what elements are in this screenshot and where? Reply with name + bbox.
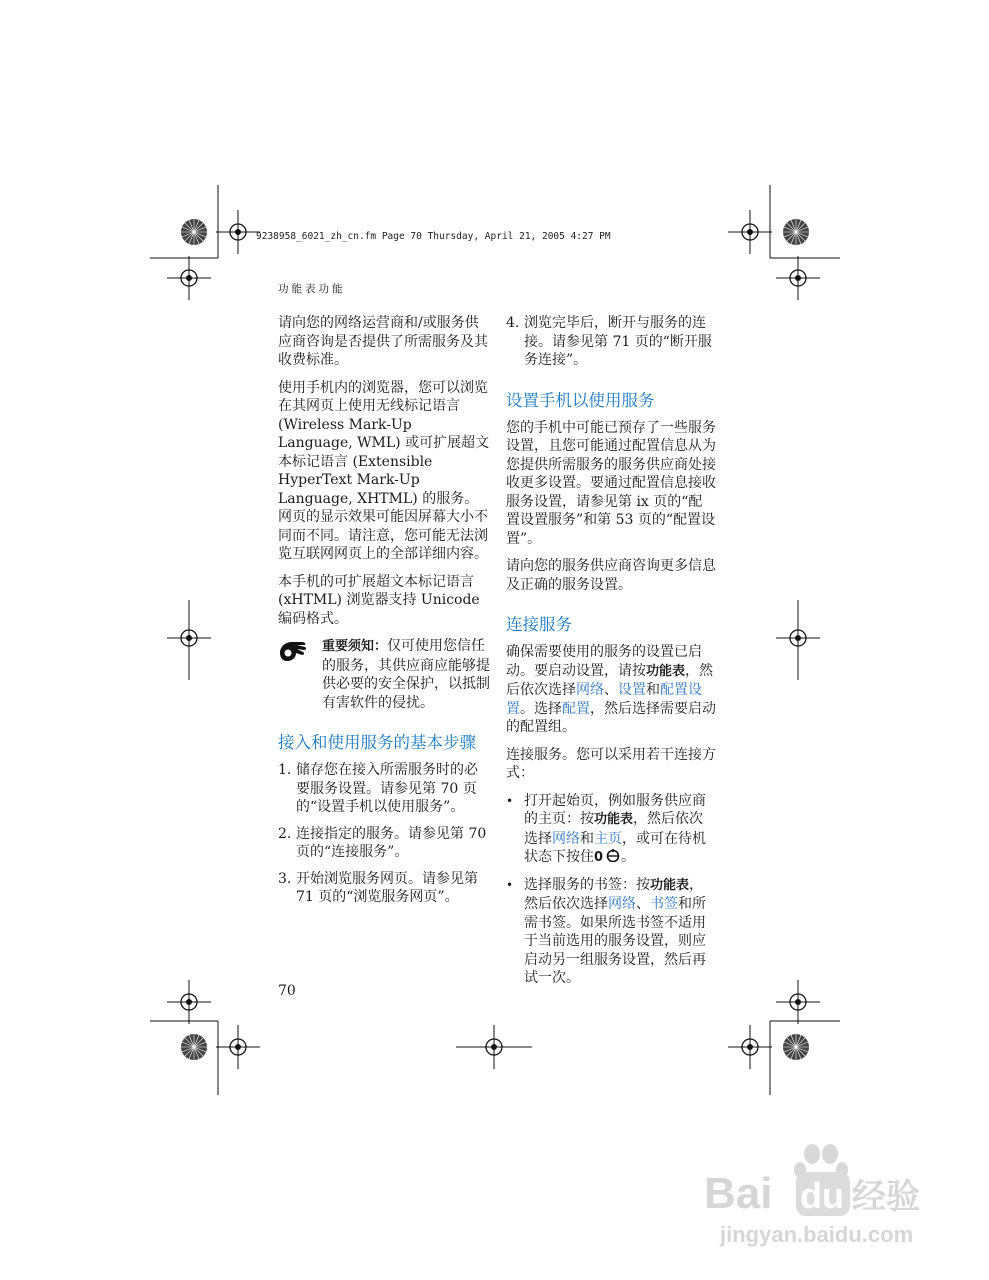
menu-path-config-settings: 配置设置 <box>506 682 702 717</box>
step-text: 连接指定的服务。请参见第 70 页的“连接服务”。 <box>296 825 487 860</box>
section-heading-setup: 设置手机以使用服务 <box>506 390 655 410</box>
steps-list <box>278 761 490 907</box>
menu-key-label: 功能表 <box>646 663 686 679</box>
baidu-watermark <box>700 1138 940 1258</box>
starburst-top-right <box>783 219 809 245</box>
menu-path-bookmarks: 书签 <box>650 896 678 912</box>
running-head: 功能表功能 <box>278 283 346 295</box>
section-heading-connect: 连接服务 <box>506 615 572 634</box>
step-number: 4. <box>506 315 520 331</box>
menu-path-network: 网络 <box>552 830 580 847</box>
note-hand-icon <box>278 637 322 712</box>
bullet-text: 选择服务的书签：按功能表，然后依次选择网络、书签和所需书签。如果所选书签不适用于当前选用的服务设置，则应启动另一组服务设置，然后再试一次。 <box>524 876 706 986</box>
page-number: 70 <box>278 983 296 999</box>
menu-path-config: 配置 <box>562 700 590 717</box>
crosshair-top-right-b <box>776 256 820 300</box>
connection-methods-list <box>506 792 716 988</box>
steps-list-continued <box>506 314 716 370</box>
browser-paragraph: 使用手机内的浏览器，您可以浏览在其网页上使用无线标记语言 (Wireless Mark-Up Language, WML) 或可扩展超文本标记语言 (Extensible HyperText Mark-Up Language, XHTML) 的服务。网页的显示效果可能因屏幕大小不同而不同。请注意，您可能无法浏览互联网网页上的全部详细内容。 <box>278 379 490 562</box>
menu-path-network: 网络 <box>608 896 636 912</box>
note-label: 重要须知： <box>322 639 388 654</box>
step-text: 浏览完毕后，断开与服务的连接。请参见第 71 页的“断开服务连接”。 <box>524 315 712 368</box>
bullet: • <box>506 877 514 892</box>
contact-provider-paragraph: 请向您的服务供应商咨询更多信息及正确的服务设置。 <box>506 558 716 593</box>
crosshair-bottom-left-b <box>216 1025 260 1069</box>
file-header: 9238958_6021_zh_cn.fm Page 70 Thursday, April 21, 2005 4:27 PM <box>256 231 611 242</box>
watermark-product: 经验 <box>852 1177 920 1217</box>
setup-paragraph: 您的手机中可能已预存了一些服务设置，且您可能通过配置信息从为您提供所需服务的服务供应商处接收更多设置。要通过配置信息接收服务设置，请参见第 ix 页的“配置设置服务”和第 53 页的“配置设置”。 <box>506 419 716 547</box>
starburst-bottom-right <box>783 1034 809 1060</box>
watermark-brand: Bai <box>704 1169 773 1218</box>
watermark-url: jingyan.baidu.com <box>720 1222 914 1247</box>
starburst-top-left <box>181 219 207 245</box>
crosshair-top-right-a <box>728 210 772 254</box>
bullet-text: 打开起始页，例如服务供应商的主页：按功能表，然后依次选择网络和主页，或可在待机状态下按住0 。 <box>524 792 706 865</box>
step-number: 2. <box>278 825 292 842</box>
list-item <box>278 825 490 862</box>
step-number: 3. <box>278 870 292 887</box>
list-item <box>506 314 716 370</box>
browser-key-icon <box>603 849 621 865</box>
list-item <box>506 876 716 988</box>
connection-methods-paragraph: 连接服务。您可以采用若干连接方式： <box>506 746 716 781</box>
key-zero: 0 <box>594 850 604 865</box>
bullet: • <box>506 793 514 808</box>
crosshair-bottom-left-a <box>167 980 211 1024</box>
left-column <box>278 314 490 915</box>
list-item <box>506 792 716 868</box>
crosshair-top-left-b <box>167 256 211 300</box>
step-number: 1. <box>278 762 292 778</box>
starburst-bottom-left <box>181 1034 207 1060</box>
step-text: 开始浏览服务网页。请参见第 71 页的“浏览服务网页”。 <box>296 870 478 905</box>
menu-path-network: 网络 <box>576 682 604 698</box>
connect-paragraph: 确保需要使用的服务的设置已启动。要启动设置，请按功能表，然后依次选择网络、设置和配置设置。选择配置，然后选择需要启动的配置组。 <box>506 644 716 735</box>
important-note <box>278 637 490 712</box>
step-text: 储存您在接入所需服务时的必要服务设置。请参见第 70 页的“设置手机以使用服务”。 <box>296 762 478 815</box>
right-column <box>506 314 716 996</box>
section-heading-basic-steps: 接入和使用服务的基本步骤 <box>278 733 476 752</box>
list-item <box>278 761 490 817</box>
unicode-paragraph: 本手机的可扩展超文本标记语言 (xHTML) 浏览器支持 Unicode 编码格式。 <box>278 573 480 627</box>
menu-path-settings: 设置 <box>618 682 646 698</box>
note-text: 仅可使用您信任的服务，其供应商应能够提供必要的安全保护，以抵制有害软件的侵扰。 <box>322 638 490 711</box>
menu-path-home: 主页 <box>594 830 622 847</box>
crosshair-bottom-right-b <box>728 1025 772 1069</box>
intro-paragraph: 请向您的网络运营商和/或服务供应商咨询是否提供了所需服务及其收费标准。 <box>278 315 488 368</box>
crosshair-top-left-a <box>216 210 260 254</box>
watermark-brand-du: du <box>800 1175 844 1216</box>
list-item <box>278 870 490 907</box>
crosshair-bottom-right-a <box>776 980 820 1024</box>
